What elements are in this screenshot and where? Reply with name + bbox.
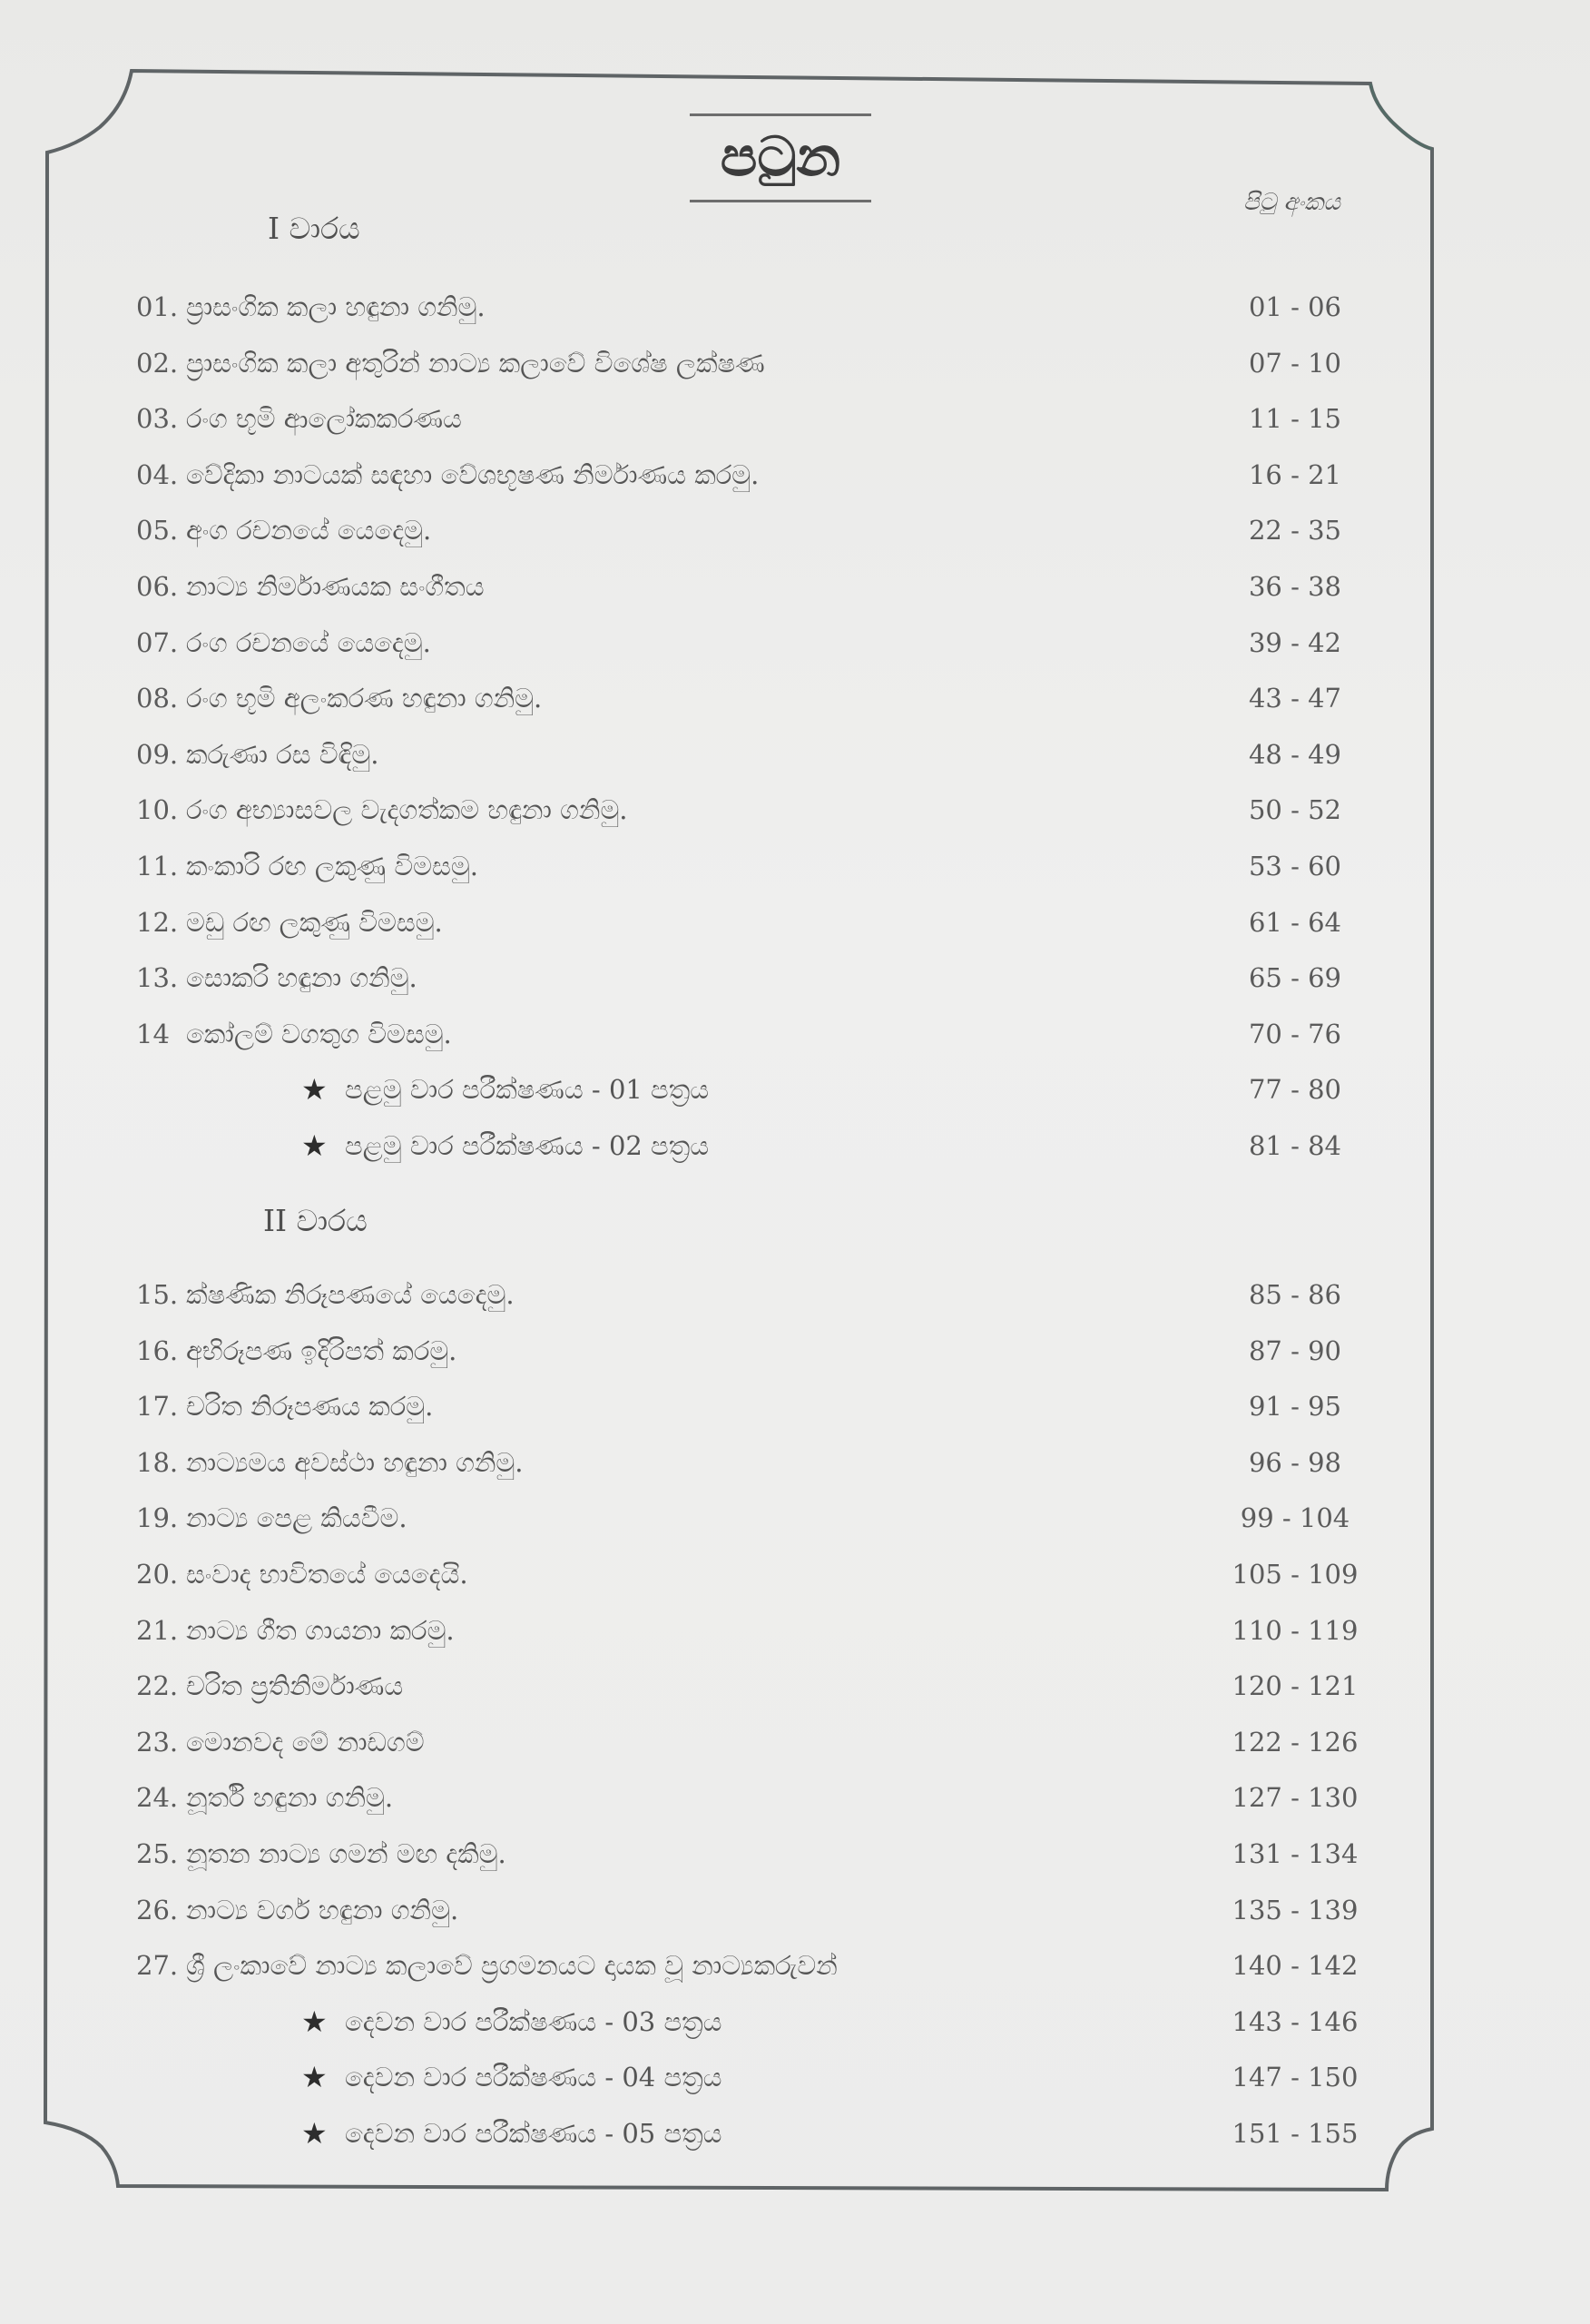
page-range: 70 - 76	[1248, 1019, 1342, 1049]
page-range: 99 - 104	[1240, 1502, 1350, 1533]
toc-row	[0, 1012, 1590, 1056]
toc-row	[0, 1776, 1590, 1819]
lesson-title: නූර්ති හඳුනා ගනිමු.	[186, 1782, 394, 1813]
lesson-title: රංග භූමි ආලෝකකරණය	[186, 403, 462, 434]
page-range: 48 - 49	[1248, 739, 1342, 770]
lesson-number: 01.	[136, 291, 179, 322]
lesson-title: නාට්‍ය පෙළ කියවීම.	[186, 1502, 407, 1533]
toc-row	[0, 1944, 1590, 1987]
toc-row	[0, 733, 1590, 776]
lesson-title: ශ්‍රී ලංකාවේ නාට්‍ය කලාවේ ප්‍රගමනයට දායක වූ නාට්‍යකරුවන්	[186, 1950, 838, 1981]
page-range: 50 - 52	[1248, 794, 1342, 825]
exam-title: දෙවන වාර පරීක්ෂණය - 04 පත්‍රය	[345, 2062, 722, 2093]
page-range: 143 - 146	[1232, 2006, 1359, 2037]
page-range: 61 - 64	[1248, 907, 1342, 938]
page-range: 65 - 69	[1248, 962, 1342, 993]
lesson-title: ක්ෂණික නිරූපණයේ යෙදෙමු.	[186, 1279, 515, 1310]
lesson-title: අංග රචනයේ යෙදෙමු.	[186, 515, 432, 546]
lesson-number: 17.	[136, 1391, 179, 1422]
toc-row	[0, 844, 1590, 888]
toc-row	[0, 1384, 1590, 1428]
toc-row	[0, 788, 1590, 832]
page-title: පටුන	[720, 125, 841, 189]
page-range: 147 - 150	[1232, 2062, 1359, 2093]
page-range: 87 - 90	[1248, 1335, 1342, 1366]
page-range: 81 - 84	[1248, 1130, 1342, 1161]
lesson-title: වේදිකා නාටයක් සඳහා වේශභූෂණ නිර්මාණය කරමු.	[186, 459, 760, 490]
toc-row	[0, 1273, 1590, 1316]
lesson-title: නූතන නාට්‍ය ගමන් මඟ දකිමු.	[186, 1838, 506, 1869]
lesson-number: 08.	[136, 683, 179, 714]
lesson-number: 09.	[136, 739, 179, 770]
lesson-number: 19.	[136, 1502, 179, 1533]
lesson-number: 07.	[136, 627, 179, 658]
page-range: 135 - 139	[1232, 1895, 1359, 1925]
page-range: 43 - 47	[1248, 683, 1342, 714]
page-range: 151 - 155	[1232, 2118, 1359, 2149]
exam-title: දෙවන වාර පරීක්ෂණය - 05 පත්‍රය	[345, 2118, 722, 2149]
page-range: 120 - 121	[1232, 1670, 1359, 1701]
term-heading: II වාරය	[263, 1203, 368, 1238]
exam-row	[0, 1124, 1590, 1167]
lesson-number: 15.	[136, 1279, 179, 1310]
lesson-number: 21.	[136, 1615, 179, 1646]
lesson-title: නාට්‍යමය අවස්ථා හඳුනා ගනිමු.	[186, 1447, 524, 1478]
page-range: 127 - 130	[1232, 1782, 1359, 1813]
star-icon: ★	[301, 1128, 328, 1163]
exam-row	[0, 2055, 1590, 2099]
toc-row	[0, 397, 1590, 440]
toc-row	[0, 1720, 1590, 1764]
toc-row	[0, 1496, 1590, 1540]
heading-bottom-rule	[690, 200, 871, 202]
lesson-number: 10.	[136, 794, 179, 825]
lesson-number: 12.	[136, 907, 179, 938]
page-range: 22 - 35	[1248, 515, 1342, 546]
lesson-number: 16.	[136, 1335, 179, 1366]
lesson-title: නාට්‍ය වර්ග හඳුනා ගනිමු.	[186, 1895, 459, 1925]
lesson-number: 03.	[136, 403, 179, 434]
toc-row	[0, 621, 1590, 665]
exam-row	[0, 2000, 1590, 2043]
lesson-number: 26.	[136, 1895, 179, 1925]
toc-row	[0, 956, 1590, 1000]
toc-row	[0, 1441, 1590, 1484]
lesson-title: නාට්‍ය නිර්මාණයක සංගීතය	[186, 571, 485, 602]
page-range: 105 - 109	[1232, 1559, 1359, 1590]
toc-row	[0, 676, 1590, 720]
page-range: 39 - 42	[1248, 627, 1342, 658]
page-range: 36 - 38	[1248, 571, 1342, 602]
page-range: 11 - 15	[1248, 403, 1342, 434]
page-range: 122 - 126	[1232, 1727, 1359, 1758]
page-range: 131 - 134	[1232, 1838, 1359, 1869]
lesson-number: 02.	[136, 348, 179, 379]
page-range: 140 - 142	[1232, 1950, 1359, 1981]
lesson-title: සොකරි හඳුනා ගනිමු.	[186, 962, 417, 993]
lesson-title: මඩු රඟ ලකුණු විමසමු.	[186, 907, 443, 938]
lesson-title: මොනවද මේ නාඩගම්	[186, 1727, 425, 1758]
contents-heading-block	[690, 113, 871, 202]
lesson-number: 14	[136, 1019, 170, 1049]
toc-row	[0, 341, 1590, 385]
lesson-number: 04.	[136, 459, 179, 490]
lesson-number: 27.	[136, 1950, 179, 1981]
exam-title: පළමු වාර පරීක්ෂණය - 01 පත්‍රය	[345, 1074, 710, 1105]
lesson-number: 25.	[136, 1838, 179, 1869]
term-heading: I වාරය	[268, 211, 360, 246]
page-range: 53 - 60	[1248, 851, 1342, 881]
page-range: 96 - 98	[1248, 1447, 1342, 1478]
lesson-number: 05.	[136, 515, 179, 546]
page-range: 110 - 119	[1232, 1615, 1359, 1646]
lesson-title: චරිත ප්‍රතිනිර්මාණය	[186, 1670, 404, 1701]
toc-row	[0, 1552, 1590, 1596]
toc-row	[0, 901, 1590, 944]
page-range: 07 - 10	[1248, 348, 1342, 379]
page-range: 77 - 80	[1248, 1074, 1342, 1105]
page-range: 01 - 06	[1248, 291, 1342, 322]
lesson-number: 22.	[136, 1670, 179, 1701]
lesson-title: කෝලම් වගතුග විමසමු.	[186, 1019, 452, 1049]
toc-row	[0, 285, 1590, 329]
toc-row	[0, 1664, 1590, 1708]
lesson-number: 20.	[136, 1559, 179, 1590]
lesson-title: රංග භූමි අලංකරණ හඳුනා ගනිමු.	[186, 683, 543, 714]
lesson-number: 06.	[136, 571, 179, 602]
exam-title: දෙවන වාර පරීක්ෂණය - 03 පත්‍රය	[345, 2006, 722, 2037]
lesson-number: 24.	[136, 1782, 179, 1813]
page-numbers-column-heading: පිටු අංකය	[1243, 189, 1340, 216]
toc-row	[0, 1609, 1590, 1652]
toc-row	[0, 453, 1590, 497]
lesson-title: ප්‍රාසංගික කලා හඳුනා ගනිමු.	[186, 291, 486, 322]
lesson-title: රංග අභ්‍යාසවල වැදගත්කම හඳුනා ගනිමු.	[186, 794, 628, 825]
lesson-title: චරිත නිරූපණය කරමු.	[186, 1391, 434, 1422]
exam-row	[0, 1068, 1590, 1111]
lesson-number: 18.	[136, 1447, 179, 1478]
toc-row	[0, 1329, 1590, 1373]
star-icon: ★	[301, 1072, 328, 1107]
star-icon: ★	[301, 2060, 328, 2094]
page-range: 16 - 21	[1248, 459, 1342, 490]
lesson-title: ප්‍රාසංගික කලා අතුරින් නාට්‍ය කලාවේ විශේෂ ලක්ෂණ	[186, 348, 765, 379]
lesson-title: නාට්‍ය ගීත ගායනා කරමු.	[186, 1615, 455, 1646]
toc-row	[0, 1832, 1590, 1876]
star-icon: ★	[301, 2004, 328, 2039]
page-range: 91 - 95	[1248, 1391, 1342, 1422]
exam-title: පළමු වාර පරීක්ෂණය - 02 පත්‍රය	[345, 1130, 710, 1161]
toc-row	[0, 1888, 1590, 1932]
exam-row	[0, 2112, 1590, 2155]
page-range: 85 - 86	[1248, 1279, 1342, 1310]
lesson-title: සංවාද භාවිතයේ යෙදෙයි.	[186, 1559, 468, 1590]
toc-row	[0, 508, 1590, 552]
lesson-number: 13.	[136, 962, 179, 993]
lesson-title: අභිරූපණ ඉදිරිපත් කරමු.	[186, 1335, 457, 1366]
lesson-title: රංග රචනයේ යෙදෙමු.	[186, 627, 431, 658]
lesson-title: කංකාරි රඟ ලකුණු විමසමු.	[186, 851, 478, 881]
lesson-number: 23.	[136, 1727, 179, 1758]
lesson-number: 11.	[136, 851, 179, 881]
lesson-title: කරුණා රස විඳිමු.	[186, 739, 379, 770]
toc-row	[0, 565, 1590, 608]
star-icon: ★	[301, 2116, 328, 2151]
